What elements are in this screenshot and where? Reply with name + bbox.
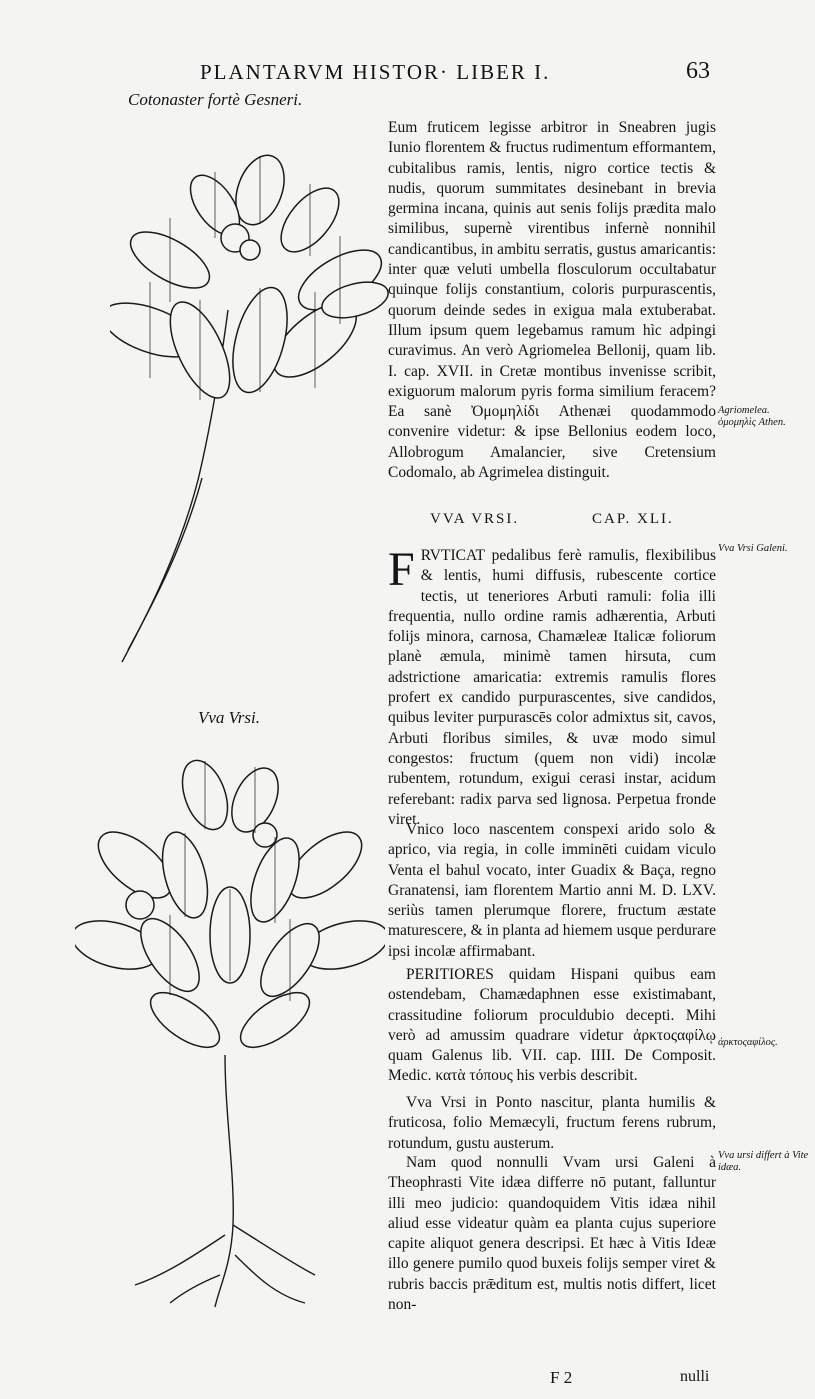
leaf-mass [75, 755, 385, 1058]
cotonaster-illustration [110, 150, 390, 670]
chapter-number: CAP. XLI. [592, 511, 674, 527]
page-header [200, 56, 720, 90]
paragraph-text: Vnico loco nascentem conspexi arido solo & aprico, via regia, in colle imminēti cuidam viculo Venta el bahul vocato, inter Guadix & Baça, regno Granatensi, iam florentem Martio anni M. D. LXV. seriùs tamen plerumque florere, fructum æstate maturescere, & in planta ad hiemem usque perdurare ipsi incolæ affirmabant. [388, 821, 716, 960]
caption-vva-vrsi: Vva Vrsi. [198, 708, 261, 727]
lead-word: PERITIORES [406, 966, 494, 983]
chapter-title: VVA VRSI. [430, 511, 520, 527]
signature-mark: F 2 [550, 1368, 573, 1387]
paragraph-locality [388, 820, 716, 962]
margin-note-vite-idaea: Vva ursi differt à Vite idæa. [718, 1150, 809, 1173]
paragraph-description [388, 543, 716, 830]
paragraph-text: quidam Hispani quibus eam ostendebam, Chamædaphnen esse existimabant, crassitudine foliorum proculdubio decepti. Mihi verò ad amussim quadrare videtur ἀρκτοςαφίλῳ quam Galenus lib. VII. cap. IIII. De Composit. Medic. κατὰ τόπους his verbis describit. [388, 966, 716, 1085]
vva-vrsi-illustration [75, 755, 385, 1315]
paragraph-galen-quote [388, 1093, 716, 1154]
leaf-cluster [110, 150, 390, 406]
lead-word: RVTICAT [420, 547, 485, 564]
paragraph-text: Eum fruticem legisse arbitror in Sneabren jugis Iunio florentem & fructus rudimentum efformantem, cubitalibus ramis, lentis, nigro cortice tectis & nudis, quorum summitates desinebant in brevia germina incana, quinis aut senis folijs prædita malo similibus, supernè virentibus infernè nonnihil candicantibus, in ambitu serratis, gustus amaricantis: inter quæ veluti umbella flosculorum occultabatur quinque folijs constantium, coloris purpurascentis, quorum deinde sedes in exigua mala extuberabat. Illum ipsum quem legebamus ramum hìc adpingi curavimus. An verò Agriomelea Bellonij, quam lib. I. cap. XVII. in Cretæ montibus invenisse scribit, exiguorum malorum pyris forma similium feracem? Ea sanè Ὀμομηλίδι Athenæi quodammodo convenire videtur: & ipse Bellonius eodem loco, Allobrogum Amalancier, sive Cretensium Codomalo, ab Agrimelea distinguit. [388, 119, 716, 482]
catchword: nulli [680, 1368, 710, 1385]
paragraph-identification [388, 965, 716, 1087]
margin-note-vva-vrsi-galeni: Vva Vrsi Galeni. [718, 543, 788, 554]
paragraph-cotonaster [388, 118, 716, 483]
margin-note-agriomelea: Agriomelea. ὁμομηλὶς Athen. [718, 405, 786, 428]
paragraph-text: Vva Vrsi in Ponto nascitur, planta humilis & fruticosa, folio Memæcyli, fructum ferens rubrum, rotundum, gustu austerum. [388, 1094, 716, 1152]
paragraph-comparison [388, 1153, 716, 1315]
page-number: 63 [686, 58, 710, 84]
drop-cap: F [388, 543, 415, 596]
paragraph-text: pedalibus ferè ramulis, flexibilibus & lentis, humi diffusis, rubescente cortice tectis, ut teneriores Arbuti ramuli: folia illi frequentia, nullo ordine ramis adhærentia, Arbuti folijs minora, carnosa, Chamæleæ Italicæ foliorum planè æmula, minimè tamen hirsuta, cum adstrictione amaricatia: extremis ramulis flores profert ex candido purpurascentes, sive candidos, quibus leviter purpurascēs color admixtus sit, cavos, Arbuti floribus similes, & uvæ modo simul congestos: fructum (quem non vidi) incolæ rubentem, rotundum, exigui cerasi instar, acidum referebant: radix parva sed lignosa. Perpetua fronde viret. [388, 547, 716, 828]
running-title: PLANTARVM HISTOR· LIBER I. [200, 60, 551, 84]
caption-cotonaster: Cotonaster fortè Gesneri. [128, 90, 303, 109]
paragraph-text: Nam quod nonnulli Vvam ursi Galeni à Theophrasti Vite idæa differre nō putant, falluntur illi meo judicio: quandoquidem Vitis idæa nihil aliud esse videatur quàm ea planta cujus superiore capite aliquot genera descripsi. Et hæc à Vitis Ideæ illo genere pumilo quod buxeis folijs semper viret & rubris baccis prǣditum est, multis notis differt, licet non- [388, 1154, 716, 1314]
margin-note-greek: ἀρκτοςαφίλος. [718, 1037, 778, 1048]
